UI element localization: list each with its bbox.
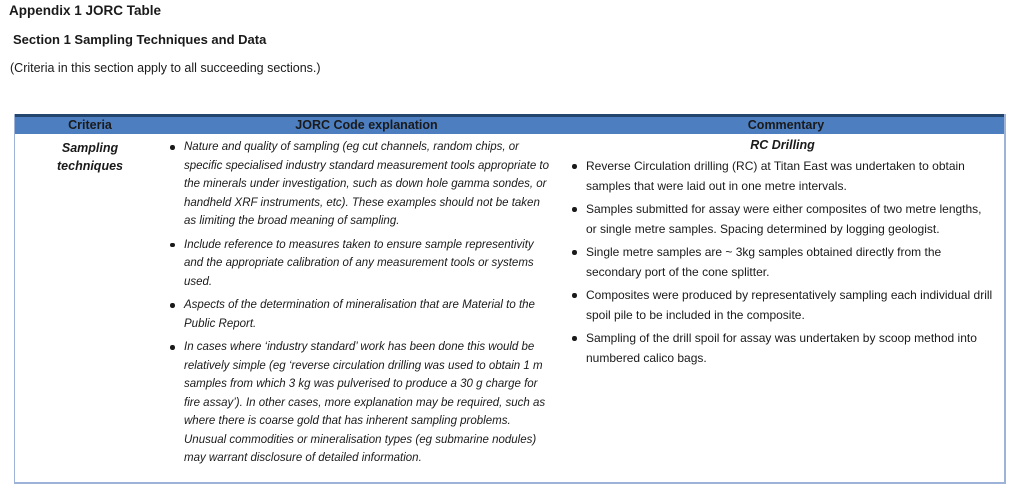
header-cell-criteria: Criteria	[68, 118, 112, 132]
criteria-label: Sampling techniques	[57, 141, 123, 174]
jorc-bullet-1: Nature and quality of sampling (eg cut channels, random chips, or specific specialised industry standard measurement tools appropriate to the minerals under investigation, such as down hole gamma sondes, or handheld XRF instruments, etc). These examples should not be taken as limiting the broad meaning of sampling.	[169, 138, 550, 231]
jorc-bullet-list	[169, 138, 550, 468]
header-cell-jorc-code-explanation: JORC Code explanation	[295, 118, 438, 132]
commentary-bullet-1: Reverse Circulation drilling (RC) at Titan East was undertaken to obtain samples that were laid out in one metre intervals.	[571, 157, 994, 196]
table-row-sampling-techniques	[15, 134, 1004, 482]
table-header-row	[15, 114, 1004, 134]
commentary-heading: RC Drilling	[750, 138, 815, 152]
commentary-bullet-list	[571, 157, 994, 368]
jorc-bullet-4: In cases where ‘industry standard’ work has been done this would be relatively simple (eg ‘reverse circulation drilling was used to obtain 1 m samples from which 3 kg was pulverised to produce a 30 g charge for fire assay’). In other cases, more explanation may be required, such as where there is coarse gold that has inherent sampling problems. Unusual commodities or mineralisation types (eg submarine nodules) may warrant disclosure of detailed information.	[169, 338, 550, 468]
page	[0, 3, 1010, 484]
commentary-bullet-5: Sampling of the drill spoil for assay was undertaken by scoop method into numbered calico bags.	[571, 329, 994, 368]
jorc-table	[14, 114, 1006, 484]
commentary-bullet-4: Composites were produced by representatively sampling each individual drill spoil pile to be included in the composite.	[571, 286, 994, 325]
section-note: (Criteria in this section apply to all succeeding sections.)	[10, 61, 321, 75]
document-title: Appendix 1 JORC Table	[9, 3, 162, 18]
criteria-cell	[15, 134, 165, 482]
section-heading: Section 1 Sampling Techniques and Data	[13, 32, 267, 47]
commentary-bullet-2: Samples submitted for assay were either composites of two metre lengths, or single metre samples. Spacing determined by logging geologist.	[571, 200, 994, 239]
commentary-cell	[568, 134, 1004, 482]
jorc-bullet-3: Aspects of the determination of mineralisation that are Material to the Public Report.	[169, 296, 550, 333]
jorc-bullet-2: Include reference to measures taken to ensure sample representivity and the appropriate calibration of any measurement tools or systems used.	[169, 236, 550, 292]
jorc-code-explanation-cell	[165, 134, 568, 482]
header-cell-commentary: Commentary	[747, 118, 825, 132]
commentary-bullet-3: Single metre samples are ~ 3kg samples obtained directly from the secondary port of the cone splitter.	[571, 243, 994, 282]
